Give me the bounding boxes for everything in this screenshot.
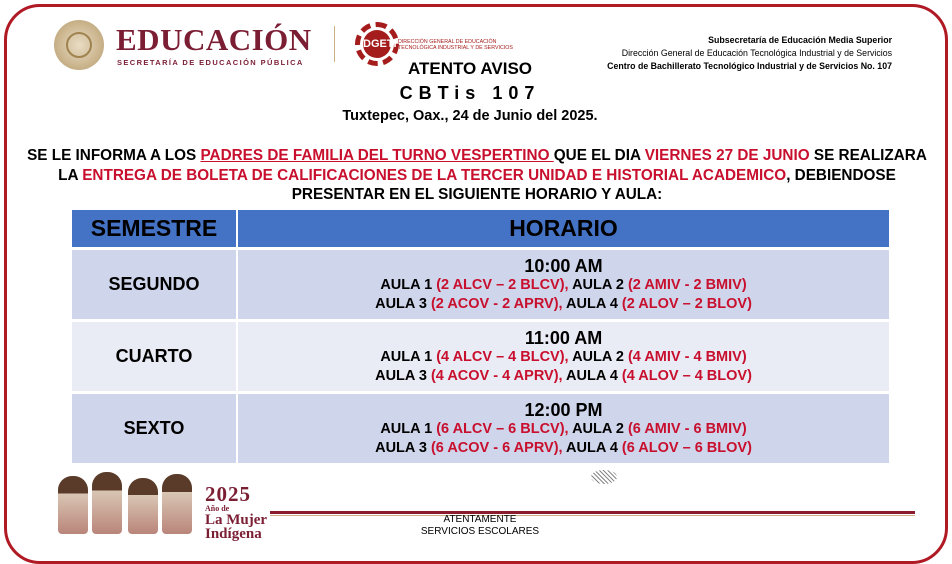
logo-divider [334, 26, 335, 62]
time-slot: 10:00 AM [524, 256, 603, 276]
year-line-2: La Mujer [205, 512, 268, 528]
horario-cell [238, 250, 889, 319]
dgeti-logo-text: DIRECCIÓN GENERAL DE EDUCACIÓN TECNOLÓGICA INDUSTRIAL Y DE SERVICIOS [398, 39, 513, 51]
woman-figure-icon [128, 478, 158, 534]
woman-figure-icon [92, 472, 122, 534]
dgeti-initials: DGETI [363, 30, 391, 58]
aula-groups: (2 ALOV – 2 BLOV) [621, 296, 752, 312]
year-number: 2025 [205, 482, 251, 506]
aula-line [238, 439, 889, 458]
schedule-table [72, 210, 889, 463]
logo-subtitle: SECRETARÍA DE EDUCACIÓN PÚBLICA [117, 58, 304, 67]
semestre-cell: SEGUNDO [72, 250, 238, 319]
aula-groups: (6 ACOV - 6 APRV), [430, 440, 563, 456]
school-name: CBTis 107 [399, 83, 541, 103]
sign-line-2: SERVICIOS ESCOLARES [420, 526, 540, 537]
aula-groups: (2 ACOV - 2 APRV), [430, 296, 563, 312]
woman-figure-icon [58, 476, 88, 534]
institution-line-1: Subsecretaría de Educación Media Superior [708, 35, 892, 45]
aula-label: AULA 3 [375, 440, 431, 456]
aula-groups: (4 AMIV - 4 BMIV) [627, 349, 747, 365]
aula-groups: (4 ACOV - 4 APRV), [430, 368, 563, 384]
aula-line [238, 276, 889, 295]
notice-body [22, 146, 932, 205]
aula-label: AULA 4 [562, 368, 622, 384]
year-line-3: Indígena [205, 526, 262, 542]
aula-line [238, 295, 889, 314]
institution-line-3: Centro de Bachillerato Tecnológico Industrial y de Servicios No. 107 [607, 61, 892, 71]
women-illustration [58, 468, 198, 534]
aula-label: AULA 3 [375, 368, 431, 384]
notice-text: SE LE INFORMA A LOS [27, 147, 201, 164]
aula-label: AULA 4 [562, 296, 622, 312]
signature-block [420, 514, 540, 538]
aula-label: AULA 2 [568, 277, 628, 293]
aula-groups: (6 ALCV – 6 BLCV), [436, 421, 569, 437]
header-semestre: SEMESTRE [72, 210, 238, 247]
notice-text: SE REALIZARA LA [58, 147, 927, 184]
header-horario: HORARIO [509, 215, 618, 241]
aula-line [238, 420, 889, 439]
horario-cell [238, 394, 889, 463]
aula-groups: (6 AMIV - 6 BMIV) [627, 421, 747, 437]
semestre-cell: SEXTO [72, 394, 238, 463]
place-date: Tuxtepec, Oax., 24 de Junio del 2025. [342, 108, 598, 124]
aula-line [238, 367, 889, 386]
stamp-seal-icon [591, 470, 617, 484]
table-header [72, 210, 889, 247]
aula-label: AULA 3 [375, 296, 431, 312]
aula-label: AULA 1 [380, 421, 437, 437]
notice-audience: PADRES DE FAMILIA DEL TURNO VESPERTINO [200, 147, 554, 164]
aula-label: AULA 1 [380, 277, 437, 293]
table-row [72, 394, 889, 463]
aula-groups: (2 ALCV – 2 BLCV), [436, 277, 569, 293]
notice-text: , DEBIENDOSE PRESENTAR EN EL SIGUIENTE HORARIO Y AULA: [291, 166, 896, 203]
notice-text: QUE EL DIA [553, 147, 645, 164]
aula-groups: (2 AMIV - 2 BMIV) [627, 277, 747, 293]
aula-line [238, 348, 889, 367]
semestre-cell: CUARTO [72, 322, 238, 391]
aula-label: AULA 4 [562, 440, 622, 456]
year-of-indigenous-women-logo [205, 484, 267, 541]
table-row [72, 250, 889, 319]
time-slot: 11:00 AM [524, 328, 603, 348]
aula-label: AULA 2 [568, 349, 628, 365]
logo-title: EDUCACIÓN [116, 22, 312, 57]
time-slot: 12:00 PM [524, 400, 603, 420]
notice-date: VIERNES 27 DE JUNIO [644, 147, 810, 164]
notice-title: ATENTO AVISO [407, 59, 533, 78]
horario-cell [238, 322, 889, 391]
aula-groups: (4 ALCV – 4 BLCV), [436, 349, 569, 365]
table-row [72, 322, 889, 391]
official-stamp [574, 470, 634, 536]
aula-groups: (6 ALOV – 6 BLOV) [621, 440, 752, 456]
sign-line-1: ATENTAMENTE [443, 514, 517, 525]
aula-label: AULA 2 [568, 421, 628, 437]
institution-line-2: Dirección General de Educación Tecnológica Industrial y de Servicios [621, 48, 892, 58]
aula-label: AULA 1 [380, 349, 437, 365]
aula-groups: (4 ALOV – 4 BLOV) [621, 368, 752, 384]
year-line-1: Año de [205, 504, 230, 513]
woman-figure-icon [162, 474, 192, 534]
notice-event: ENTREGA DE BOLETA DE CALIFICACIONES DE LA TERCER UNIDAD E HISTORIAL ACADEMICO [82, 166, 787, 184]
